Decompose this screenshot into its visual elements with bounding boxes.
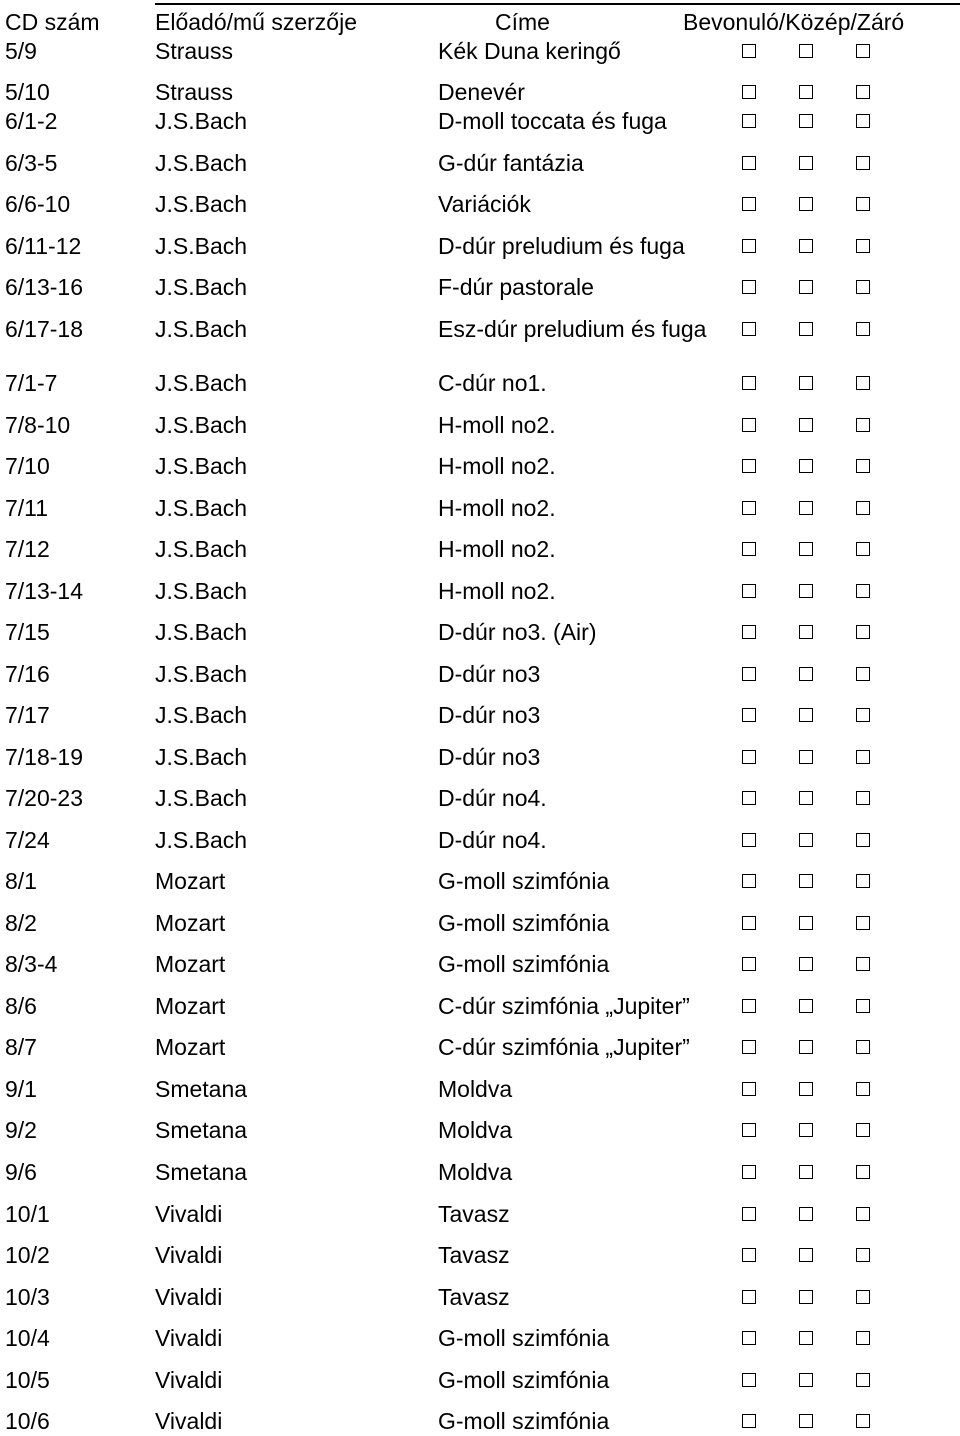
title: Variációk bbox=[438, 191, 531, 217]
table-row bbox=[0, 106, 960, 136]
table-row bbox=[0, 742, 960, 772]
artist: J.S.Bach bbox=[155, 495, 248, 521]
title: H-moll no2. bbox=[438, 453, 556, 479]
table-row bbox=[0, 783, 960, 813]
checkbox-kozep[interactable] bbox=[799, 376, 813, 390]
artist: Vivaldi bbox=[155, 1367, 223, 1393]
checkbox-bevonulo[interactable] bbox=[742, 501, 756, 515]
title: D-dúr preludium és fuga bbox=[438, 233, 685, 259]
checkbox-zaro[interactable] bbox=[856, 542, 870, 556]
cd-number: 10/2 bbox=[5, 1242, 50, 1268]
checkbox-kozep[interactable] bbox=[799, 750, 813, 764]
checkbox-bevonulo[interactable] bbox=[742, 114, 756, 128]
title: Moldva bbox=[438, 1076, 513, 1102]
table-row bbox=[0, 1074, 960, 1104]
cd-number: 7/8-10 bbox=[5, 412, 71, 438]
table-row bbox=[0, 77, 960, 107]
checkbox-zaro[interactable] bbox=[856, 1040, 870, 1054]
checkbox-kozep[interactable] bbox=[799, 1248, 813, 1262]
checkbox-zaro[interactable] bbox=[856, 85, 870, 99]
title: D-moll toccata és fuga bbox=[438, 108, 667, 134]
table-row bbox=[0, 410, 960, 440]
title: G-moll szimfónia bbox=[438, 1408, 610, 1434]
checkbox-bevonulo[interactable] bbox=[742, 1248, 756, 1262]
artist: Vivaldi bbox=[155, 1284, 223, 1310]
title: Moldva bbox=[438, 1117, 513, 1143]
checkbox-bevonulo[interactable] bbox=[742, 1207, 756, 1221]
title: F-dúr pastorale bbox=[438, 274, 594, 300]
checkbox-kozep[interactable] bbox=[799, 1414, 813, 1428]
cd-number: 6/3-5 bbox=[5, 150, 58, 176]
checkbox-kozep[interactable] bbox=[799, 239, 813, 253]
cd-number: 7/24 bbox=[5, 827, 50, 853]
checkbox-kozep[interactable] bbox=[799, 418, 813, 432]
cd-number: 5/10 bbox=[5, 79, 50, 105]
title: H-moll no2. bbox=[438, 495, 556, 521]
table-row bbox=[0, 700, 960, 730]
checkbox-bevonulo[interactable] bbox=[742, 584, 756, 598]
checkbox-bevonulo[interactable] bbox=[742, 459, 756, 473]
title: H-moll no2. bbox=[438, 536, 556, 562]
checkbox-kozep[interactable] bbox=[799, 916, 813, 930]
checkbox-zaro[interactable] bbox=[856, 1290, 870, 1304]
artist: Mozart bbox=[155, 993, 226, 1019]
cd-number: 7/11 bbox=[5, 495, 49, 521]
artist: J.S.Bach bbox=[155, 274, 248, 300]
checkbox-zaro[interactable] bbox=[856, 418, 870, 432]
table-row bbox=[0, 949, 960, 979]
artist: J.S.Bach bbox=[155, 578, 248, 604]
table-row bbox=[0, 148, 960, 178]
checkbox-kozep[interactable] bbox=[799, 708, 813, 722]
artist: J.S.Bach bbox=[155, 233, 248, 259]
title: C-dúr no1. bbox=[438, 370, 547, 396]
title: D-dúr no3 bbox=[438, 702, 541, 728]
checkbox-kozep[interactable] bbox=[799, 542, 813, 556]
checkbox-zaro[interactable] bbox=[856, 322, 870, 336]
checkbox-zaro[interactable] bbox=[856, 957, 870, 971]
artist: J.S.Bach bbox=[155, 619, 248, 645]
checkbox-kozep[interactable] bbox=[799, 833, 813, 847]
checkbox-zaro[interactable] bbox=[856, 501, 870, 515]
checkbox-zaro[interactable] bbox=[856, 1373, 870, 1387]
checkbox-bevonulo[interactable] bbox=[742, 916, 756, 930]
checkbox-zaro[interactable] bbox=[856, 1414, 870, 1428]
cd-number: 8/1 bbox=[5, 868, 37, 894]
table-row bbox=[0, 231, 960, 261]
cd-number: 10/3 bbox=[5, 1284, 50, 1310]
title: D-dúr no4. bbox=[438, 827, 547, 853]
checkbox-bevonulo[interactable] bbox=[742, 1123, 756, 1137]
checkbox-bevonulo[interactable] bbox=[742, 957, 756, 971]
checkbox-zaro[interactable] bbox=[856, 156, 870, 170]
title: G-moll szimfónia bbox=[438, 868, 610, 894]
artist: J.S.Bach bbox=[155, 661, 248, 687]
table-row bbox=[0, 1199, 960, 1229]
checkbox-kozep[interactable] bbox=[799, 322, 813, 336]
artist: J.S.Bach bbox=[155, 108, 248, 134]
table-row bbox=[0, 1240, 960, 1270]
artist: Mozart bbox=[155, 1034, 226, 1060]
title: D-dúr no3 bbox=[438, 744, 541, 770]
cd-number: 7/12 bbox=[5, 536, 50, 562]
checkbox-bevonulo[interactable] bbox=[742, 874, 756, 888]
table-row bbox=[0, 451, 960, 481]
checkbox-bevonulo[interactable] bbox=[742, 156, 756, 170]
checkbox-zaro[interactable] bbox=[856, 1123, 870, 1137]
cd-number: 6/1-2 bbox=[5, 108, 58, 134]
checkbox-zaro[interactable] bbox=[856, 280, 870, 294]
cd-number: 9/6 bbox=[5, 1159, 37, 1185]
checkbox-bevonulo[interactable] bbox=[742, 708, 756, 722]
cd-number: 8/7 bbox=[5, 1034, 37, 1060]
checkbox-zaro[interactable] bbox=[856, 1165, 870, 1179]
cd-number: 6/6-10 bbox=[5, 191, 71, 217]
table-row bbox=[0, 1282, 960, 1312]
checkbox-kozep[interactable] bbox=[799, 874, 813, 888]
cd-number: 8/2 bbox=[5, 910, 37, 936]
cd-number: 7/17 bbox=[5, 702, 50, 728]
header-slot: Bevonuló/Közép/Záró bbox=[683, 9, 905, 35]
artist: Vivaldi bbox=[155, 1408, 223, 1434]
title: Tavasz bbox=[438, 1242, 510, 1268]
checkbox-kozep[interactable] bbox=[799, 1331, 813, 1345]
checkbox-kozep[interactable] bbox=[799, 584, 813, 598]
checkbox-kozep[interactable] bbox=[799, 1290, 813, 1304]
table-row bbox=[0, 272, 960, 302]
checkbox-zaro[interactable] bbox=[856, 750, 870, 764]
table-row bbox=[0, 36, 960, 66]
cd-number: 10/1 bbox=[5, 1201, 50, 1227]
checkbox-zaro[interactable] bbox=[856, 625, 870, 639]
checkbox-kozep[interactable] bbox=[799, 1373, 813, 1387]
table-row bbox=[0, 825, 960, 855]
checkbox-zaro[interactable] bbox=[856, 791, 870, 805]
checkbox-kozep[interactable] bbox=[799, 999, 813, 1013]
header-artist: Előadó/mű szerzője bbox=[155, 9, 357, 35]
table-row bbox=[0, 659, 960, 689]
checkbox-zaro[interactable] bbox=[856, 584, 870, 598]
checkbox-bevonulo[interactable] bbox=[742, 1165, 756, 1179]
cd-number: 10/5 bbox=[5, 1367, 50, 1393]
title: G-moll szimfónia bbox=[438, 1325, 610, 1351]
checkbox-bevonulo[interactable] bbox=[742, 542, 756, 556]
artist: J.S.Bach bbox=[155, 785, 248, 811]
checkbox-zaro[interactable] bbox=[856, 874, 870, 888]
checkbox-bevonulo[interactable] bbox=[742, 791, 756, 805]
table-row bbox=[0, 368, 960, 398]
artist: J.S.Bach bbox=[155, 316, 248, 342]
title: C-dúr szimfónia „Jupiter” bbox=[438, 1034, 690, 1060]
checkbox-kozep[interactable] bbox=[799, 1040, 813, 1054]
cd-number: 7/20-23 bbox=[5, 785, 84, 811]
artist: Vivaldi bbox=[155, 1325, 223, 1351]
checkbox-bevonulo[interactable] bbox=[742, 85, 756, 99]
table-row bbox=[0, 908, 960, 938]
checkbox-kozep[interactable] bbox=[799, 156, 813, 170]
checkbox-bevonulo[interactable] bbox=[742, 239, 756, 253]
checkbox-bevonulo[interactable] bbox=[742, 750, 756, 764]
checkbox-bevonulo[interactable] bbox=[742, 1414, 756, 1428]
artist: Strauss bbox=[155, 79, 233, 105]
table-row bbox=[0, 1323, 960, 1353]
table-row bbox=[0, 314, 960, 344]
checkbox-kozep[interactable] bbox=[799, 1207, 813, 1221]
checkbox-kozep[interactable] bbox=[799, 667, 813, 681]
checkbox-kozep[interactable] bbox=[799, 1123, 813, 1137]
checkbox-zaro[interactable] bbox=[856, 833, 870, 847]
checkbox-kozep[interactable] bbox=[799, 44, 813, 58]
checkbox-zaro[interactable] bbox=[856, 459, 870, 473]
checkbox-kozep[interactable] bbox=[799, 957, 813, 971]
artist: J.S.Bach bbox=[155, 150, 248, 176]
title: Moldva bbox=[438, 1159, 513, 1185]
checkbox-zaro[interactable] bbox=[856, 999, 870, 1013]
title: G-dúr fantázia bbox=[438, 150, 584, 176]
cd-number: 8/6 bbox=[5, 993, 37, 1019]
cd-number: 10/4 bbox=[5, 1325, 50, 1351]
table-row bbox=[0, 576, 960, 606]
artist: J.S.Bach bbox=[155, 827, 248, 853]
cd-number: 6/13-16 bbox=[5, 274, 84, 300]
title: D-dúr no3 bbox=[438, 661, 541, 687]
checkbox-kozep[interactable] bbox=[799, 501, 813, 515]
title: G-moll szimfónia bbox=[438, 951, 610, 977]
checkbox-kozep[interactable] bbox=[799, 197, 813, 211]
cd-number: 7/16 bbox=[5, 661, 50, 687]
checkbox-kozep[interactable] bbox=[799, 1165, 813, 1179]
checkbox-bevonulo[interactable] bbox=[742, 1290, 756, 1304]
checkbox-zaro[interactable] bbox=[856, 239, 870, 253]
checkbox-kozep[interactable] bbox=[799, 1082, 813, 1096]
artist: J.S.Bach bbox=[155, 744, 248, 770]
title: Tavasz bbox=[438, 1284, 510, 1310]
title: H-moll no2. bbox=[438, 578, 556, 604]
table-row bbox=[0, 866, 960, 896]
checkbox-zaro[interactable] bbox=[856, 1248, 870, 1262]
checkbox-zaro[interactable] bbox=[856, 1207, 870, 1221]
cd-number: 8/3-4 bbox=[5, 951, 58, 977]
checkbox-kozep[interactable] bbox=[799, 459, 813, 473]
checkbox-bevonulo[interactable] bbox=[742, 1040, 756, 1054]
checkbox-bevonulo[interactable] bbox=[742, 418, 756, 432]
checkbox-bevonulo[interactable] bbox=[742, 280, 756, 294]
checkbox-bevonulo[interactable] bbox=[742, 833, 756, 847]
header-cd-number: CD szám bbox=[5, 9, 100, 35]
table-row bbox=[0, 189, 960, 219]
cd-number: 7/10 bbox=[5, 453, 50, 479]
checkbox-kozep[interactable] bbox=[799, 114, 813, 128]
cd-number: 7/18-19 bbox=[5, 744, 84, 770]
artist: Vivaldi bbox=[155, 1201, 223, 1227]
checkbox-zaro[interactable] bbox=[856, 1082, 870, 1096]
artist: Mozart bbox=[155, 868, 226, 894]
checkbox-zaro[interactable] bbox=[856, 44, 870, 58]
cd-number: 7/1-7 bbox=[5, 370, 58, 396]
artist: Smetana bbox=[155, 1076, 248, 1102]
checkbox-bevonulo[interactable] bbox=[742, 376, 756, 390]
table-row bbox=[0, 1032, 960, 1062]
table-row bbox=[0, 617, 960, 647]
artist: Vivaldi bbox=[155, 1242, 223, 1268]
cd-number: 9/1 bbox=[5, 1076, 37, 1102]
title: H-moll no2. bbox=[438, 412, 556, 438]
checkbox-bevonulo[interactable] bbox=[742, 322, 756, 336]
artist: J.S.Bach bbox=[155, 370, 248, 396]
cd-number: 10/6 bbox=[5, 1408, 50, 1434]
table-row bbox=[0, 1365, 960, 1395]
table-row bbox=[0, 1115, 960, 1145]
artist: J.S.Bach bbox=[155, 191, 248, 217]
table-row bbox=[0, 991, 960, 1021]
table-row bbox=[0, 493, 960, 523]
cd-number: 7/15 bbox=[5, 619, 50, 645]
title: D-dúr no4. bbox=[438, 785, 547, 811]
artist: Mozart bbox=[155, 910, 226, 936]
cd-number: 9/2 bbox=[5, 1117, 37, 1143]
checkbox-zaro[interactable] bbox=[856, 197, 870, 211]
title: D-dúr no3. (Air) bbox=[438, 619, 597, 645]
artist: Smetana bbox=[155, 1159, 248, 1185]
table-row bbox=[0, 534, 960, 564]
checkbox-bevonulo[interactable] bbox=[742, 1331, 756, 1345]
checkbox-kozep[interactable] bbox=[799, 280, 813, 294]
cd-number: 6/11-12 bbox=[5, 233, 82, 259]
title: Kék Duna keringő bbox=[438, 38, 621, 64]
checkbox-zaro[interactable] bbox=[856, 708, 870, 722]
title: Esz-dúr preludium és fuga bbox=[438, 316, 707, 342]
title: Denevér bbox=[438, 79, 525, 105]
checkbox-bevonulo[interactable] bbox=[742, 999, 756, 1013]
checkbox-bevonulo[interactable] bbox=[742, 1082, 756, 1096]
table-row bbox=[0, 1157, 960, 1187]
artist: Mozart bbox=[155, 951, 226, 977]
checkbox-zaro[interactable] bbox=[856, 376, 870, 390]
title: G-moll szimfónia bbox=[438, 910, 610, 936]
title: C-dúr szimfónia „Jupiter” bbox=[438, 993, 690, 1019]
title: Tavasz bbox=[438, 1201, 510, 1227]
checkbox-kozep[interactable] bbox=[799, 625, 813, 639]
cd-number: 7/13-14 bbox=[5, 578, 84, 604]
artist: Strauss bbox=[155, 38, 233, 64]
checkbox-zaro[interactable] bbox=[856, 916, 870, 930]
checkbox-bevonulo[interactable] bbox=[742, 44, 756, 58]
checkbox-bevonulo[interactable] bbox=[742, 667, 756, 681]
checkbox-bevonulo[interactable] bbox=[742, 625, 756, 639]
artist: J.S.Bach bbox=[155, 702, 248, 728]
artist: J.S.Bach bbox=[155, 453, 248, 479]
checkbox-kozep[interactable] bbox=[799, 791, 813, 805]
artist: J.S.Bach bbox=[155, 412, 248, 438]
checkbox-bevonulo[interactable] bbox=[742, 1373, 756, 1387]
checkbox-kozep[interactable] bbox=[799, 85, 813, 99]
checkbox-zaro[interactable] bbox=[856, 1331, 870, 1345]
checkbox-bevonulo[interactable] bbox=[742, 197, 756, 211]
title: G-moll szimfónia bbox=[438, 1367, 610, 1393]
checkbox-zaro[interactable] bbox=[856, 114, 870, 128]
header-title: Címe bbox=[495, 9, 550, 35]
checkbox-zaro[interactable] bbox=[856, 667, 870, 681]
cd-number: 5/9 bbox=[5, 38, 37, 64]
artist: J.S.Bach bbox=[155, 536, 248, 562]
artist: Smetana bbox=[155, 1117, 248, 1143]
cd-number: 6/17-18 bbox=[5, 316, 84, 342]
